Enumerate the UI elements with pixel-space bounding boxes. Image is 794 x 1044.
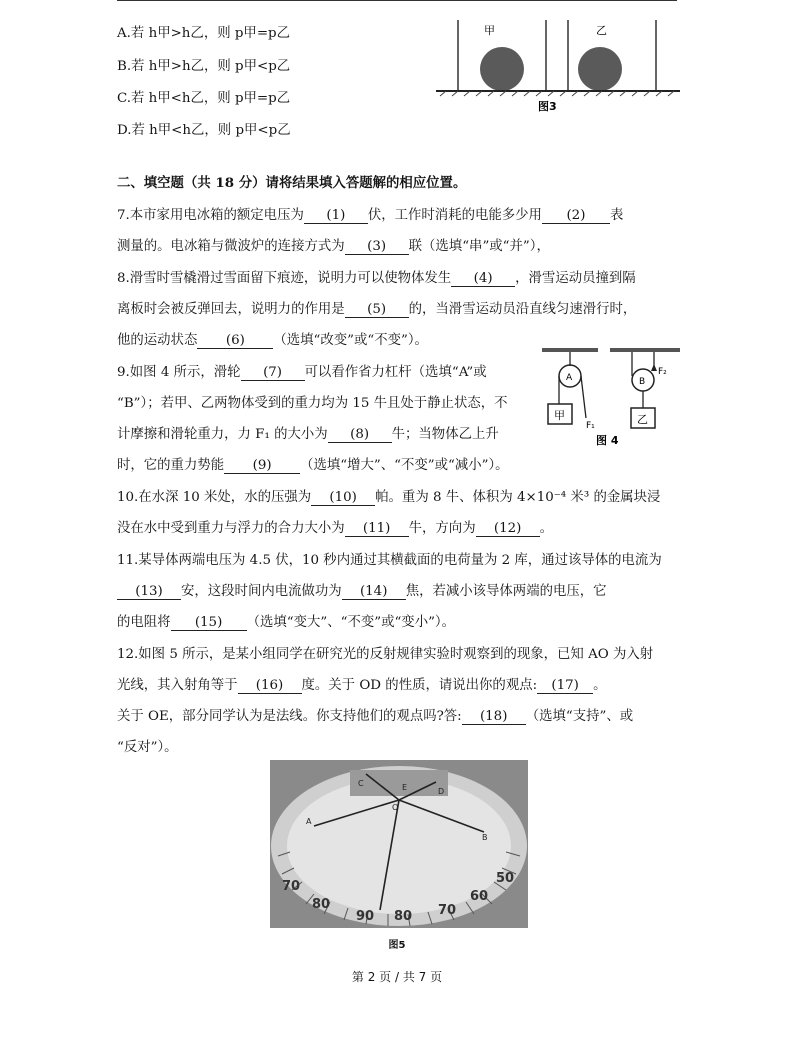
fig5-letter-d: D xyxy=(438,787,445,796)
q12-text-3b: （选填“支持”、或 xyxy=(525,709,634,724)
q11-line-3 xyxy=(117,611,455,631)
q9-text-3b: 牛；当物体乙上升 xyxy=(391,427,499,442)
fig3-caption: 图3 xyxy=(538,100,557,113)
q10-line-2 xyxy=(117,517,553,537)
fig5-caption: 图5 xyxy=(388,940,406,951)
fig3-ball-jia xyxy=(480,47,524,91)
option-d: D.若 h甲<h乙，则 p甲<p乙 xyxy=(117,123,291,138)
q12-text-3a: 关于 OE，部分同学认为是法线。你支持他们的观点吗?答: xyxy=(117,709,462,724)
option-a: A.若 h甲>h乙，则 p甲=p乙 xyxy=(117,26,291,41)
q8-text-2b: 的，当滑雪运动员沿直线匀速滑行时， xyxy=(408,302,637,317)
fig5-scale-4: 80 xyxy=(394,909,413,924)
q8-text-1b: ，滑雪运动员撞到隔 xyxy=(515,271,636,286)
fig5-scale-7: 50 xyxy=(496,871,515,886)
section-heading: 二、填空题（共 18 分）请将结果填入答题解的相应位置。 xyxy=(117,175,467,191)
figure-5 xyxy=(270,760,528,932)
blank-8: (8) xyxy=(328,428,392,443)
q11-line-1: 11.某导体两端电压为 4.5 伏，10 秒内通过其横截面的电荷量为 2 库，通过该导体的电流为 xyxy=(117,553,662,568)
page-footer xyxy=(0,968,794,985)
fig5-scale-5: 70 xyxy=(438,903,457,918)
q9-line-1 xyxy=(117,361,487,381)
fig5-scale-3: 90 xyxy=(356,909,375,924)
q12-line-1: 12.如图 5 所示，是某小组同学在研究光的反射规律实验时观察到的现象，已知 AO 为入射 xyxy=(117,647,654,662)
q12-line-4: “反对”）。 xyxy=(117,740,178,755)
q9-text-1b: 可以看作省力杠杆（选填“A”或 xyxy=(304,365,487,380)
blank-6: (6) xyxy=(197,334,273,349)
fig3-label-yi: 乙 xyxy=(596,24,607,37)
q11-text-3b: （选填“变大”、“不变”或“变小”）。 xyxy=(246,615,456,630)
q9-line-3 xyxy=(117,423,499,443)
blank-7: (7) xyxy=(241,366,305,381)
fig4-box-yi-label: 乙 xyxy=(637,413,648,426)
q9-text-4b: （选填“增大”、“不变”或“减小”）。 xyxy=(300,458,509,473)
blank-10: (10) xyxy=(311,491,375,506)
fig5-scale-6: 60 xyxy=(470,889,489,904)
blank-11: (11) xyxy=(345,522,409,537)
q8-line-3 xyxy=(117,329,428,349)
blank-1: (1) xyxy=(304,209,368,224)
q12-text-2c: 。 xyxy=(593,678,607,693)
fig4-label-a: A xyxy=(566,373,573,383)
q8-line-1 xyxy=(117,267,636,287)
fig5-letter-a: A xyxy=(306,817,312,826)
fig5-scale-1: 70 xyxy=(282,879,301,894)
fig4-ceiling-right xyxy=(610,348,680,352)
q8-text-2a: 离板时会被反弹回去，说明力的作用是 xyxy=(117,302,345,317)
q10-text-2a: 没在水中受到重力与浮力的合力大小为 xyxy=(117,521,345,536)
figure-4 xyxy=(540,346,686,450)
q11-text-2b: 焦，若减小该导体两端的电压，它 xyxy=(405,584,607,599)
q7-line-1 xyxy=(117,204,623,224)
fig4-box-jia-label: 甲 xyxy=(554,409,565,422)
q12-line-3 xyxy=(117,705,633,725)
q7-text-1a: 7.本市家用电冰箱的额定电压为 xyxy=(117,208,304,223)
blank-15: (15) xyxy=(171,616,247,631)
q10-text-1a: 10.在水深 10 米处，水的压强为 xyxy=(117,490,312,505)
q11-text-2a: 安，这段时间内电流做功为 xyxy=(181,584,342,599)
option-b: B.若 h甲>h乙，则 p甲<p乙 xyxy=(117,59,291,74)
q10-text-2b: 牛，方向为 xyxy=(408,521,476,536)
q9-text-3a: 计摩擦和滑轮重力，力 F₁ 的大小为 xyxy=(117,427,328,442)
q7-text-1c: 表 xyxy=(609,208,624,223)
q12-line-2 xyxy=(117,674,607,694)
q7-text-1b: 伏，工作时消耗的电能多少用 xyxy=(367,208,542,223)
q11-text-3a: 的电阻将 xyxy=(117,615,171,630)
q10-text-2c: 。 xyxy=(539,521,553,536)
fig5-letter-c: C xyxy=(358,779,364,788)
blank-17: (17) xyxy=(537,679,593,694)
q8-text-1a: 8.滑雪时雪橇滑过雪面留下痕迹，说明力可以使物体发生 xyxy=(117,271,452,286)
blank-9: (9) xyxy=(224,459,300,474)
top-rule xyxy=(117,0,677,1)
blank-14: (14) xyxy=(342,585,406,600)
blank-13: (13) xyxy=(117,585,181,600)
figure-3 xyxy=(436,18,682,114)
page-number: 第 2 页 / 共 7 页 xyxy=(351,970,443,984)
fig3-ball-yi xyxy=(578,47,622,91)
q8-text-3b: （选填“改变”或“不变”）。 xyxy=(273,333,428,348)
blank-12: (12) xyxy=(476,522,540,537)
blank-5: (5) xyxy=(345,303,409,318)
fig4-label-b: B xyxy=(639,377,646,387)
q12-text-2a: 光线，其入射角等于 xyxy=(117,678,238,693)
q8-line-2 xyxy=(117,298,636,318)
q11-line-2 xyxy=(117,580,607,600)
q9-text-4a: 时，它的重力势能 xyxy=(117,458,225,473)
q7-text-2a: 测量的。电冰箱与微波炉的连接方式为 xyxy=(117,239,345,254)
q7-line-2 xyxy=(117,235,550,255)
option-c: C.若 h甲<h乙，则 p甲=p乙 xyxy=(117,91,291,106)
q8-text-3a: 他的运动状态 xyxy=(117,333,198,348)
q9-line-2: “B”）；若甲、乙两物体受到的重力均为 15 牛且处于静止状态，不 xyxy=(117,396,508,411)
fig5-letter-o: O xyxy=(392,803,399,812)
fig4-ceiling-left xyxy=(542,348,598,352)
blank-4: (4) xyxy=(451,272,515,287)
blank-16: (16) xyxy=(238,679,302,694)
q7-text-2b: 联（选填“串”或“并”）， xyxy=(408,239,550,254)
fig5-letter-e: E xyxy=(402,783,408,792)
blank-3: (3) xyxy=(345,240,409,255)
fig5-letter-b: B xyxy=(482,833,488,842)
fig5-scale-2: 80 xyxy=(312,897,331,912)
q9-line-4 xyxy=(117,454,509,474)
q12-text-2b: 度。关于 OD 的性质，请说出你的观点: xyxy=(301,678,538,693)
q10-text-1b: 帕。重为 8 牛、体积为 4×10⁻⁴ 米³ 的金属块浸 xyxy=(375,490,661,505)
q10-line-1 xyxy=(117,486,660,506)
fig4-label-f1: F₁ xyxy=(586,421,595,431)
fig4-label-f2: F₂ xyxy=(658,367,667,377)
q9-text-1a: 9.如图 4 所示，滑轮 xyxy=(117,365,241,380)
blank-18: (18) xyxy=(462,710,526,725)
fig4-caption: 图 4 xyxy=(596,434,619,447)
blank-2: (2) xyxy=(542,209,610,224)
fig3-label-jia: 甲 xyxy=(484,24,495,37)
